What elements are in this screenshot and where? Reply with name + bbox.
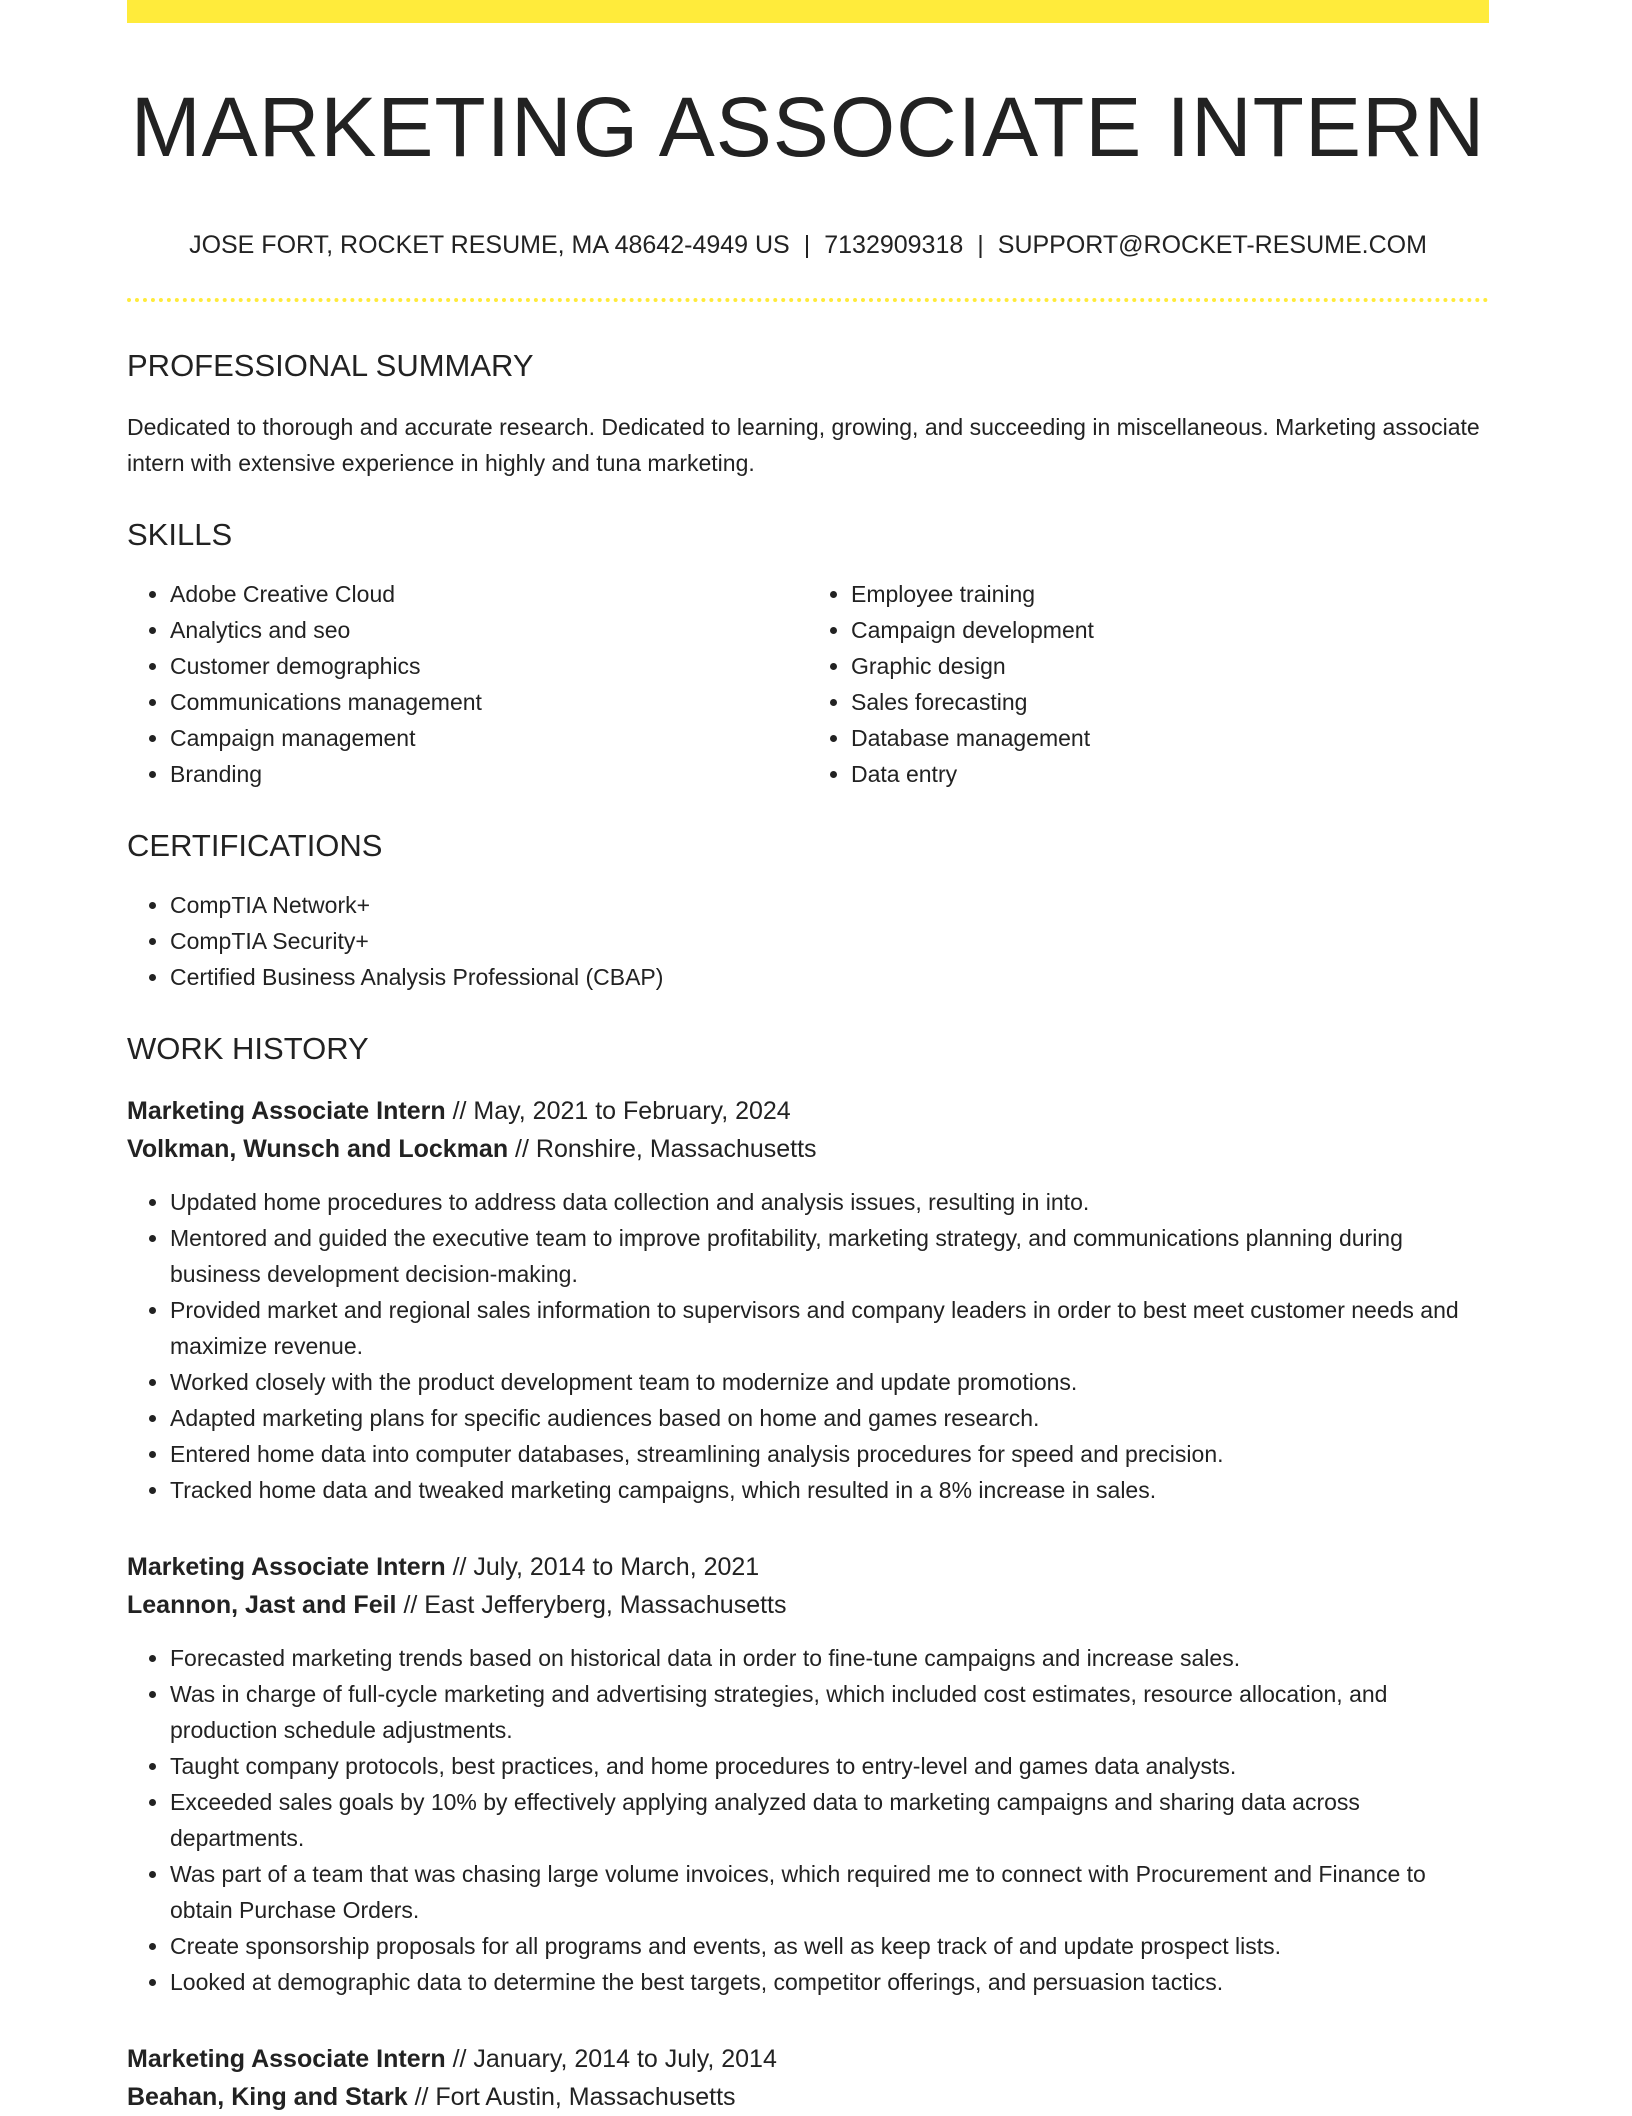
job-bullet: • Looked at demographic data to determine the best targets, competitor offerings, and persuasion tactics.	[170, 1964, 1489, 2000]
skill-item: • Analytics and seo	[170, 612, 808, 648]
job-bullet: • Tracked home data and tweaked marketing campaigns, which resulted in a 8% increase in sales.	[170, 1472, 1489, 1508]
accent-bar	[127, 0, 1489, 23]
contact-separator: |	[977, 231, 984, 259]
job-dates: // May, 2021 to February, 2024	[452, 1097, 791, 1125]
job-bullet: • Was in charge of full-cycle marketing and advertising strategies, which included cost estimates, resource allocation, and production schedule adjustments.	[170, 1676, 1489, 1748]
job-company: Beahan, King and Stark	[127, 2083, 408, 2111]
job-location: // Ronshire, Massachusetts	[515, 1135, 817, 1163]
job-title: Marketing Associate Intern	[127, 1553, 446, 1581]
skill-item: • Campaign development	[851, 612, 1489, 648]
certifications-heading: CERTIFICATIONS	[127, 828, 383, 863]
job-bullet: • Exceeded sales goals by 10% by effectively applying analyzed data to marketing campaigns and sharing data across departments.	[170, 1784, 1489, 1856]
job-title-line	[127, 1548, 1489, 1624]
skills-heading: SKILLS	[127, 517, 233, 552]
skill-item: • Branding	[170, 756, 808, 792]
job-bullet: • Provided market and regional sales information to supervisors and company leaders in order to best meet customer needs and maximize revenue.	[170, 1292, 1489, 1364]
job-title-line	[127, 1092, 1489, 1168]
contact-line	[127, 233, 1489, 258]
job-bullet: • Worked closely with the product development team to modernize and update promotions.	[170, 1364, 1489, 1400]
job-bullet: • Was part of a team that was chasing large volume invoices, which required me to connect with Procurement and Finance to obtain Purchase Orders.	[170, 1856, 1489, 1928]
resume-page	[127, 0, 1489, 2116]
job-title-line	[127, 2040, 1489, 2116]
job-entry	[127, 1092, 1489, 1508]
job-bullets	[127, 1184, 1489, 1508]
job-title: Marketing Associate Intern	[127, 2045, 446, 2073]
skill-item: • Adobe Creative Cloud	[170, 576, 808, 612]
certification-item: • CompTIA Network+	[170, 887, 1489, 923]
job-bullet: • Mentored and guided the executive team to improve profitability, marketing strategy, and communications planning during business development decision-making.	[170, 1220, 1489, 1292]
certification-item: • CompTIA Security+	[170, 923, 1489, 959]
job-dates: // July, 2014 to March, 2021	[452, 1553, 760, 1581]
skill-item: • Database management	[851, 720, 1489, 756]
skills-columns	[127, 576, 1489, 792]
skill-item: • Graphic design	[851, 648, 1489, 684]
skills-list-right	[808, 576, 1489, 792]
skill-item: • Communications management	[170, 684, 808, 720]
certification-item: • Certified Business Analysis Professional (CBAP)	[170, 959, 1489, 995]
job-location: // East Jefferyberg, Massachusetts	[403, 1591, 787, 1619]
contact-address: JOSE FORT, ROCKET RESUME, MA 48642-4949 US	[189, 231, 790, 259]
skill-item: • Data entry	[851, 756, 1489, 792]
job-entry	[127, 2040, 1489, 2116]
job-company: Volkman, Wunsch and Lockman	[127, 1135, 509, 1163]
job-bullets	[127, 1640, 1489, 2000]
job-bullet: • Forecasted marketing trends based on historical data in order to fine-tune campaigns and increase sales.	[170, 1640, 1489, 1676]
job-company: Leannon, Jast and Feil	[127, 1591, 397, 1619]
skill-item: • Customer demographics	[170, 648, 808, 684]
job-dates: // January, 2014 to July, 2014	[452, 2045, 777, 2073]
work-history-heading: WORK HISTORY	[127, 1031, 369, 1066]
skill-item: • Campaign management	[170, 720, 808, 756]
job-bullet: • Entered home data into computer databases, streamlining analysis procedures for speed and precision.	[170, 1436, 1489, 1472]
job-location: // Fort Austin, Massachusetts	[414, 2083, 736, 2111]
certifications-list	[127, 887, 1489, 995]
job-bullet: • Updated home procedures to address data collection and analysis issues, resulting in into.	[170, 1184, 1489, 1220]
skills-list-left	[127, 576, 808, 792]
summary-text: Dedicated to thorough and accurate research. Dedicated to learning, growing, and succeeding in miscellaneous. Marketing associate intern with extensive experience in highly and tuna marketing.	[127, 414, 1480, 476]
job-bullet: • Create sponsorship proposals for all programs and events, as well as keep track of and update prospect lists.	[170, 1928, 1489, 1964]
job-bullet: • Taught company protocols, best practices, and home procedures to entry-level and games data analysts.	[170, 1748, 1489, 1784]
skill-item: • Sales forecasting	[851, 684, 1489, 720]
contact-email: SUPPORT@ROCKET-RESUME.COM	[997, 231, 1427, 259]
job-entry	[127, 1548, 1489, 2000]
job-title: Marketing Associate Intern	[127, 1097, 446, 1125]
contact-separator: |	[803, 231, 811, 259]
resume-title: MARKETING ASSOCIATE INTERN	[130, 80, 1486, 174]
skill-item: • Employee training	[851, 576, 1489, 612]
summary-heading: PROFESSIONAL SUMMARY	[127, 348, 534, 383]
contact-phone: 7132909318	[824, 231, 964, 259]
job-bullet: • Adapted marketing plans for specific audiences based on home and games research.	[170, 1400, 1489, 1436]
dotted-divider	[127, 298, 1489, 302]
